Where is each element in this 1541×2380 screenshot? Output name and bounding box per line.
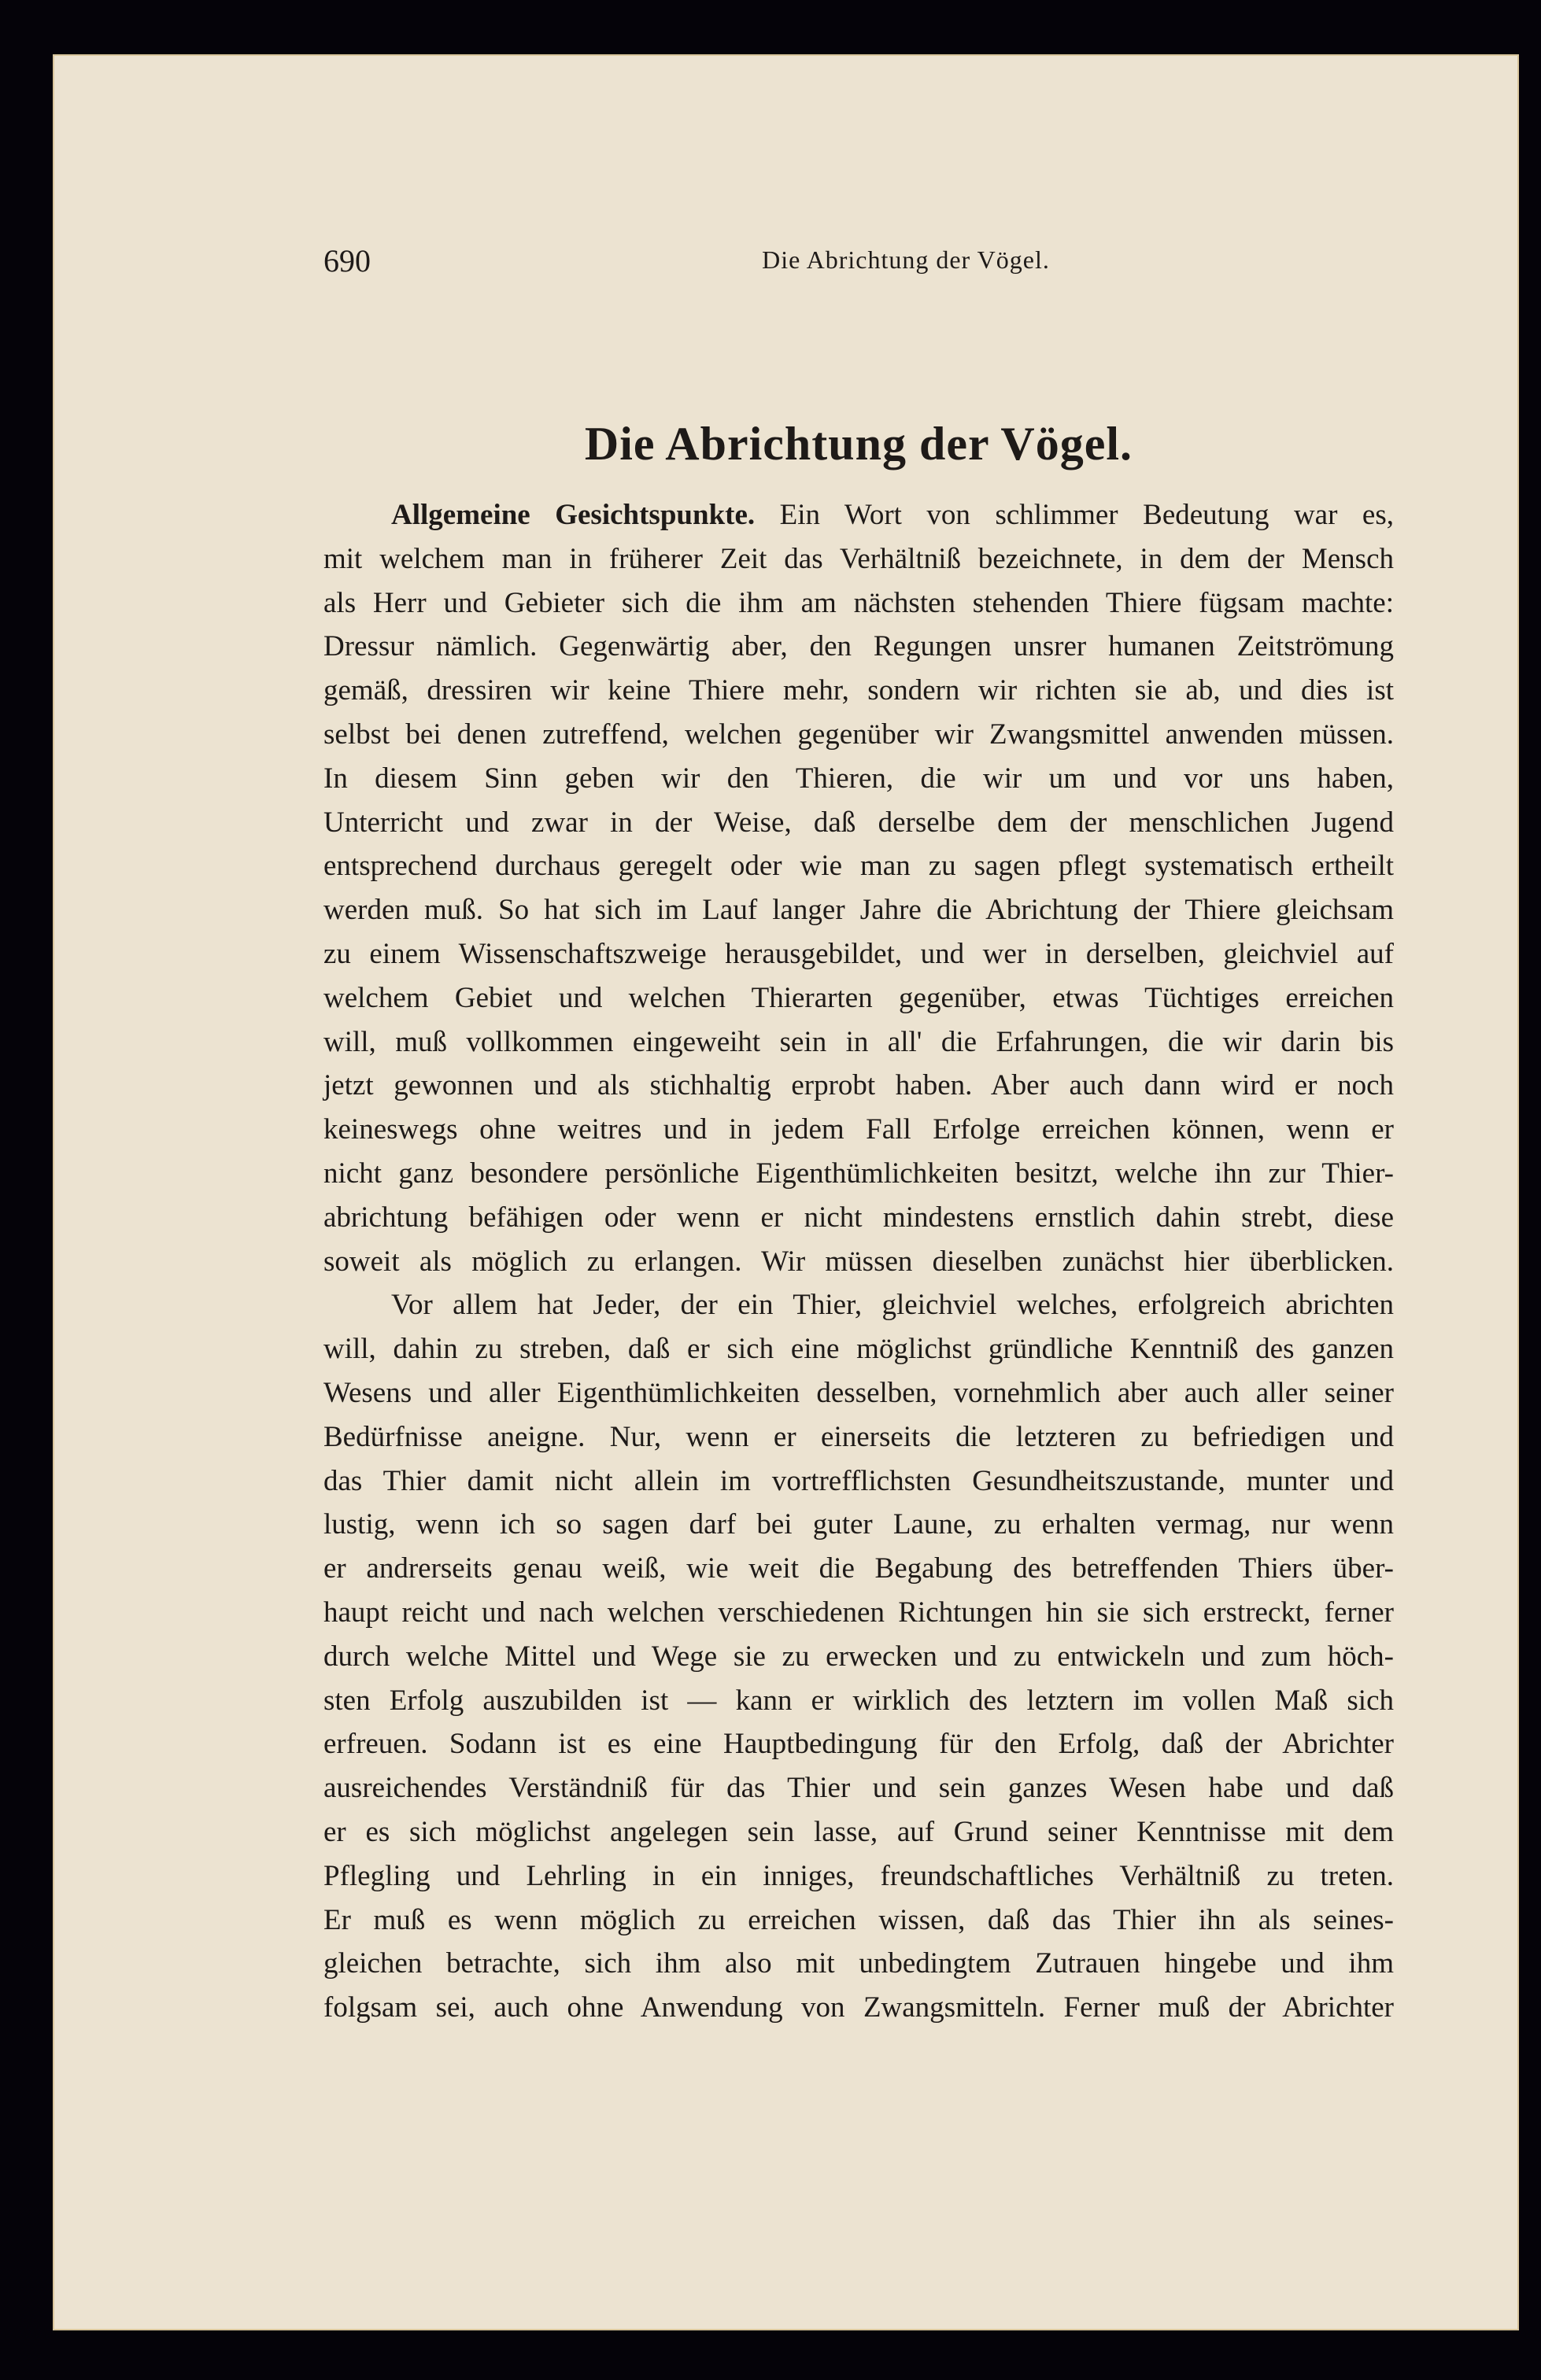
running-title: Die Abrichtung der Vögel.: [762, 245, 1050, 274]
text-line: werden muß. So hat sich im Lauf langer Jahre die Abrichtung der Thiere gleichsam: [323, 894, 1394, 927]
text-line: er es sich möglichst angelegen sein lasse, auf Grund seiner Kenntnisse mit dem: [323, 1815, 1394, 1848]
text-line: Pflegling und Lehrling in ein inniges, freundschaftliches Verhältniß zu treten.: [323, 1859, 1394, 1892]
chapter-title: Die Abrichtung der Vögel.: [584, 418, 1133, 470]
text-line: Dressur nämlich. Gegenwärtig aber, den Regungen unsrer humanen Zeitströmung: [323, 630, 1394, 663]
body-text: [323, 493, 1394, 2030]
text-line: nicht ganz besondere persönliche Eigenthümlichkeiten besitzt, welche ihn zur Thier-: [323, 1157, 1394, 1190]
text-line: Bedürfnisse aneigne. Nur, wenn er einerseits die letzteren zu befriedigen und: [323, 1420, 1394, 1453]
text-line: als Herr und Gebieter sich die ihm am nächsten stehenden Thiere fügsam machte:: [323, 586, 1394, 619]
text-line: mit welchem man in früherer Zeit das Verhältniß bezeichnete, in dem der Mensch: [323, 542, 1394, 575]
text-line-content: Ein Wort von schlimmer Bedeutung war es,: [755, 499, 1394, 531]
text-line: gleichen betrachte, sich ihm also mit unbedingtem Zutrauen hingebe und ihm: [323, 1947, 1394, 1980]
text-line: haupt reicht und nach welchen verschiedenen Richtungen hin sie sich erstreckt, ferner: [323, 1596, 1394, 1629]
text-line: will, dahin zu streben, daß er sich eine möglichst gründliche Kenntniß des ganzen: [323, 1333, 1394, 1366]
text-line: soweit als möglich zu erlangen. Wir müssen dieselben zunächst hier überblicken.: [323, 1245, 1394, 1278]
text-line: zu einem Wissenschaftszweige herausgebildet, und wer in derselben, gleichviel auf: [323, 937, 1394, 970]
text-line: sten Erfolg auszubilden ist — kann er wirklich des letztern im vollen Maß sich: [323, 1684, 1394, 1717]
text-line: er andrerseits genau weiß, wie weit die Begabung des betreffenden Thiers über-: [323, 1552, 1394, 1585]
text-line: Unterricht und zwar in der Weise, daß derselbe dem der menschlichen Jugend: [323, 806, 1394, 839]
text-line: folgsam sei, auch ohne Anwendung von Zwangsmitteln. Ferner muß der Abrichter: [323, 1991, 1394, 2024]
text-line: keineswegs ohne weitres und in jedem Fall Erfolge erreichen können, wenn er: [323, 1113, 1394, 1146]
page-number: 690: [323, 243, 371, 279]
text-line: durch welche Mittel und Wege sie zu erwecken und zu entwickeln und zum höch-: [323, 1640, 1394, 1673]
text-line: [323, 493, 1394, 537]
text-line: abrichtung befähigen oder wenn er nicht mindestens ernstlich dahin strebt, diese: [323, 1201, 1394, 1234]
text-line: lustig, wenn ich so sagen darf bei guter Laune, zu erhalten vermag, nur wenn: [323, 1508, 1394, 1541]
text-line: erfreuen. Sodann ist es eine Hauptbedingung für den Erfolg, daß der Abrichter: [323, 1728, 1394, 1761]
running-header: [323, 242, 1394, 280]
section-lead: Allgemeine Gesichtspunkte.: [391, 499, 756, 531]
text-line: ausreichendes Verständniß für das Thier und sein ganzes Wesen habe und daß: [323, 1772, 1394, 1805]
text-line: gemäß, dressiren wir keine Thiere mehr, sondern wir richten sie ab, und dies ist: [323, 674, 1394, 707]
text-line: welchem Gebiet und welchen Thierarten gegenüber, etwas Tüchtiges erreichen: [323, 981, 1394, 1014]
text-line: selbst bei denen zutreffend, welchen gegenüber wir Zwangsmittel anwenden müssen.: [323, 718, 1394, 751]
text-line: entsprechend durchaus geregelt oder wie man zu sagen pflegt systematisch ertheilt: [323, 850, 1394, 883]
text-line: jetzt gewonnen und als stichhaltig erprobt haben. Aber auch dann wird er noch: [323, 1069, 1394, 1102]
text-line: Vor allem hat Jeder, der ein Thier, gleichviel welches, erfolgreich abrichten: [391, 1289, 1394, 1322]
text-line: Wesens und aller Eigenthümlichkeiten desselben, vornehmlich aber auch aller seiner: [323, 1376, 1394, 1409]
text-line: will, muß vollkommen eingeweiht sein in all' die Erfahrungen, die wir darin bis: [323, 1025, 1394, 1058]
text-line: Er muß es wenn möglich zu erreichen wissen, daß das Thier ihn als seines-: [323, 1903, 1394, 1936]
text-line: In diesem Sinn geben wir den Thieren, die wir um und vor uns haben,: [323, 762, 1394, 795]
text-line: das Thier damit nicht allein im vortrefflichsten Gesundheitszustande, munter und: [323, 1464, 1394, 1497]
